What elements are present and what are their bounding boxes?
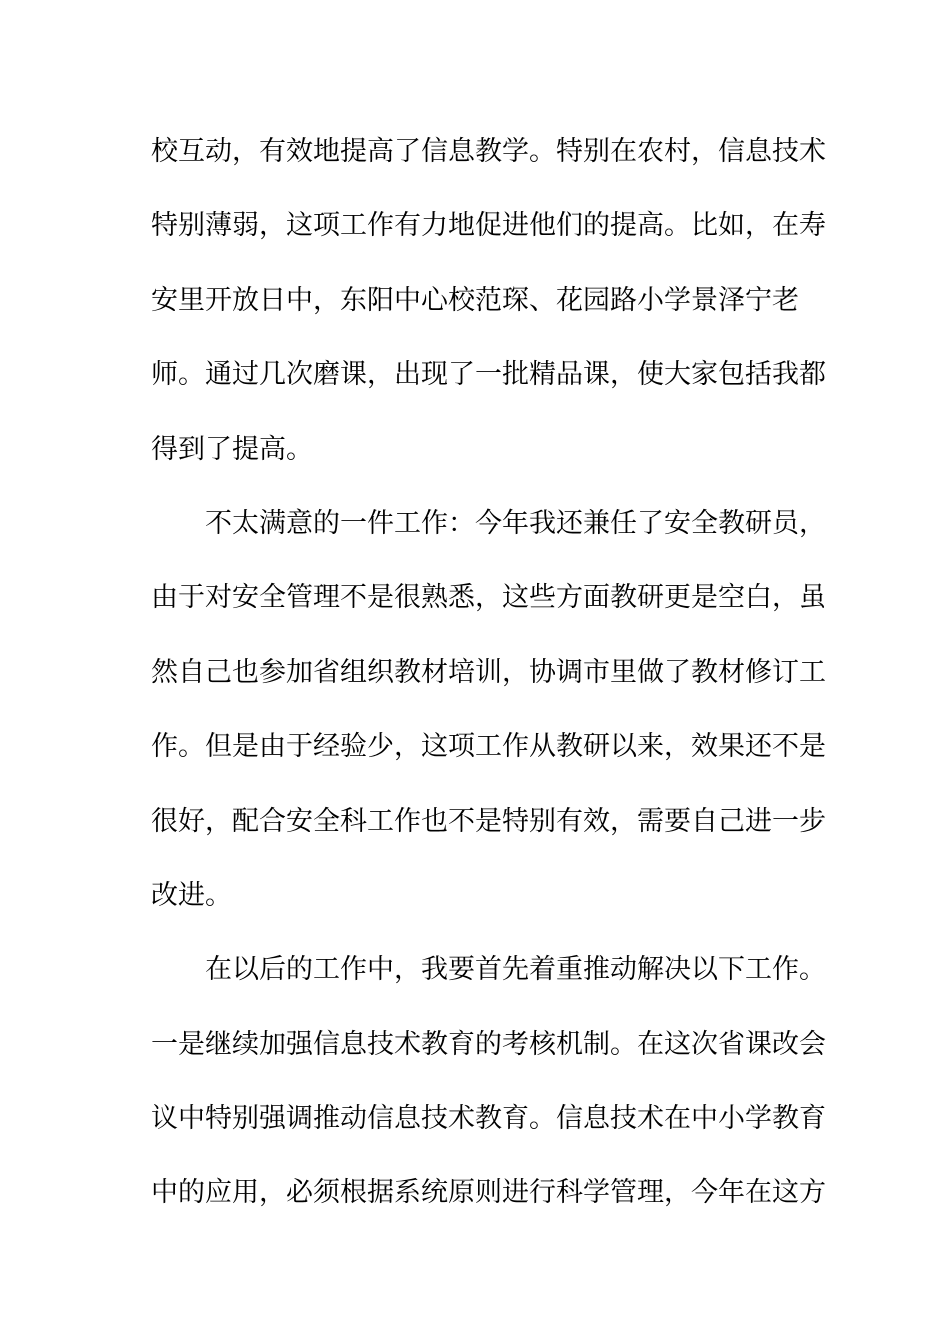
text-line: 特别薄弱，这项工作有力地促进他们的提高。比如，在寿 xyxy=(151,210,826,242)
text-line: 校互动，有效地提高了信息教学。特别在农村，信息技术 xyxy=(151,136,826,167)
text-line: 作。但是由于经验少，这项工作从教研以来，效果还不是 xyxy=(151,731,826,763)
text-line: 很好，配合安全科工作也不是特别有效，需要自己进一步 xyxy=(151,805,826,837)
text-line: 中的应用，必须根据系统原则进行科学管理，今年在这方 xyxy=(151,1177,826,1209)
text-line: 安里开放日中，东阳中心校范琛、花园路小学景泽宁老 xyxy=(151,284,799,316)
text-line: 师。通过几次磨课，出现了一批精品课，使大家包括我都 xyxy=(151,359,826,391)
paragraph-first-line: 不太满意的一件工作：今年我还兼任了安全教研员， xyxy=(205,507,826,539)
text-line: 得到了提高。 xyxy=(151,433,313,465)
text-line: 改进。 xyxy=(151,879,232,911)
text-line: 一是继续加强信息技术教育的考核机制。在这次省课改会 xyxy=(151,1028,826,1060)
text-line: 议中特别强调推动信息技术教育。信息技术在中小学教育 xyxy=(151,1103,826,1135)
paragraph-first-line: 在以后的工作中，我要首先着重推动解决以下工作。 xyxy=(205,954,826,986)
text-line: 然自己也参加省组织教材培训，协调市里做了教材修订工 xyxy=(151,656,826,688)
document-body xyxy=(151,115,826,1231)
text-line: 由于对安全管理不是很熟悉，这些方面教研更是空白，虽 xyxy=(151,582,826,614)
